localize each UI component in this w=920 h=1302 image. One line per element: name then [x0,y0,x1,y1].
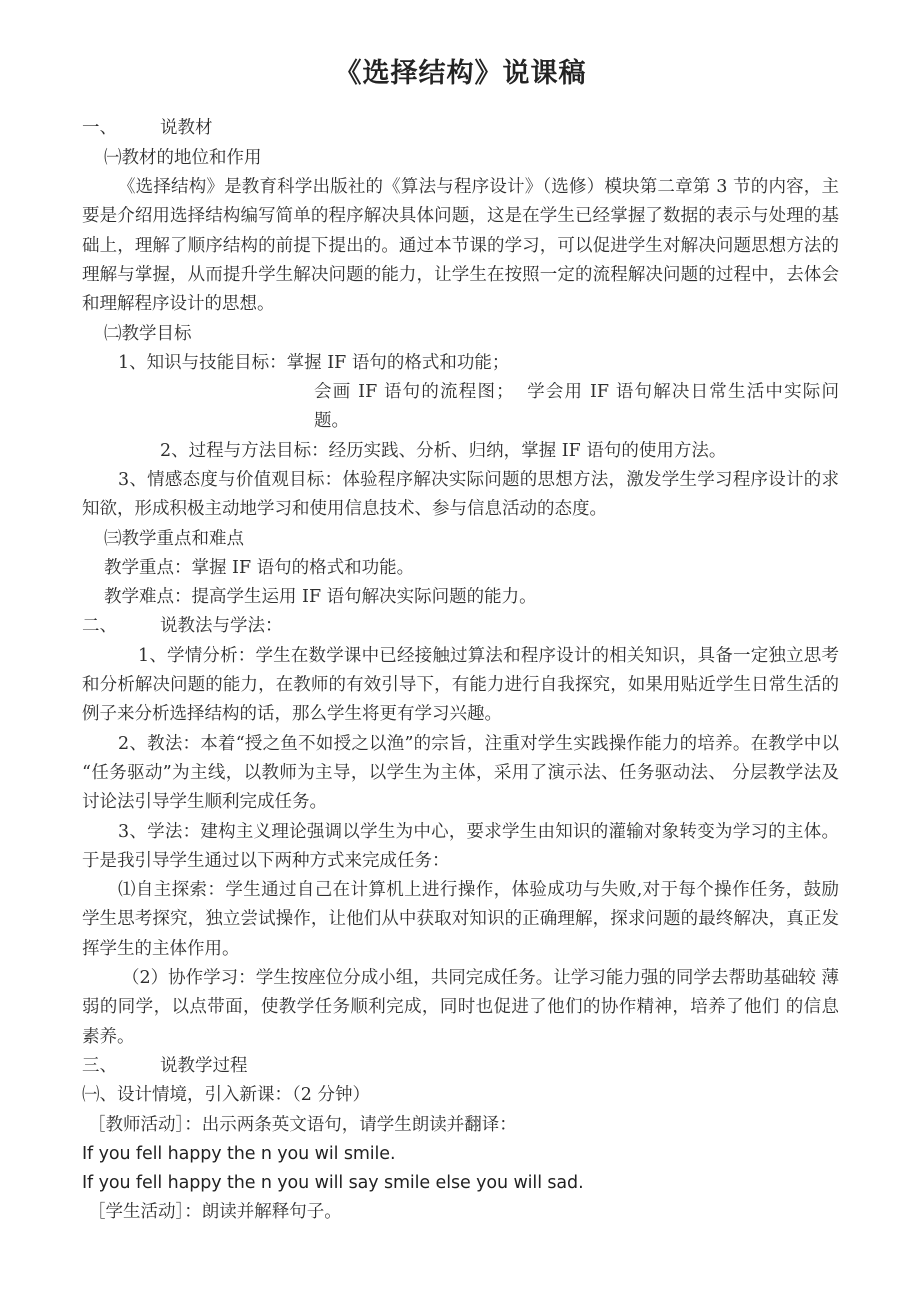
subheading-teaching-objectives: ㈡教学目标 [104,323,192,344]
teaching-difficult-point: 教学难点：提高学生运用 IF 语句解决实际问题的能力。 [104,587,537,608]
english-sentence-1: If you fell happy the n you wil smile. [82,1143,396,1164]
section-heading-2 [82,612,839,641]
item-collaborative-learning: （2）协作学习：学生按座位分成小组，共同完成任务。让学习能力强的同学去帮助基础较 薄弱的同学，以点带面，使教学任务顺利完成，同时也促进了他们的协作精神，培养了他们 的信息素养。 [82,968,839,1047]
paragraph-material-position: 《选择结构》是教育科学出版社的《算法与程序设计》（选修）模块第二章第 3 节的内容，主要是介绍用选择结构编写简单的程序解决具体问题，这是在学生已经掌握了数据的表示与处理的基础上，理解了顺序结构的前提下提出的。通过本节课的学习，可以促进学生对解决问题思想方法的理解与掌握，从而提升学生解决问题的能力，让学生在按照一定的流程解决问题的过程中，去体会和理解程序设计的思想。 [82,177,839,315]
teaching-key-point: 教学重点：掌握 IF 语句的格式和功能。 [104,557,415,578]
section-title-1: 说教材 [160,118,213,139]
section-number-3: 三、 [82,1055,117,1076]
section-number-1: 一、 [82,118,117,139]
objective-emotion-attitude: 3、情感态度与价值观目标：体验程序解决实际问题的思想方法，激发学生学习程序设计的求知欲，形成积极主动地学习和使用信息技术、参与信息活动的态度。 [82,470,839,520]
objective-process-method: 2、过程与方法目标：经历实践、分析、归纳，掌握 IF 语句的使用方法。 [160,440,727,461]
item-teaching-method: 2、教法：本着“授之鱼不如授之以渔”的宗旨，注重对学生实践操作能力的培养。在教学中以“任务驱动”为主线，以教师为主导，以学生为主体，采用了演示法、任务驱动法、 分层教学法及讨论法引导学生顺利完成任务。 [82,733,839,813]
section-title-2: 说教法与学法： [160,616,283,637]
document-body [82,56,839,1228]
teacher-activity-line: ［教师活动］：出示两条英文语句，请学生朗读并翻译： [88,1114,517,1135]
page-title: 《选择结构》说课稿 [334,58,587,89]
section-number-2: 二、 [82,616,117,637]
item-student-situation-analysis: 1、学情分析：学生在数学课中已经接触过算法和程序设计的相关知识，具备一定独立思考和分析解决问题的能力，在教师的有效引导下，有能力进行自我探究，如果用贴近学生日常生活的例子来分析选择结构的话，那么学生将更有学习兴趣。 [82,645,839,725]
objective-knowledge-skill-line1: 1、知识与技能目标：掌握 IF 语句的格式和功能； [118,352,510,373]
subheading-teaching-material-role: ㈠教材的地位和作用 [104,147,262,168]
section-heading-3 [82,1052,839,1081]
step-design-situation-heading: ㈠、设计情境，引入新课：（2 分钟） [82,1085,370,1106]
english-sentence-2: If you fell happy the n you will say smile else you will sad. [82,1173,584,1194]
section-heading-1 [82,114,839,143]
item-autonomous-exploration: ⑴自主探索：学生通过自己在计算机上进行操作，体验成功与失败,对于每个操作任务，鼓励学生思考探究，独立尝试操作，让他们从中获取对知识的正确理解，探求问题的最终解决，真正发挥学生的主体作用。 [82,880,839,959]
student-activity-line: ［学生活动］：朗读并解释句子。 [88,1202,342,1223]
objective-knowledge-skill-line2: 会画 IF 语句的流程图； 学会用 IF 语句解决日常生活中实际问题。 [314,382,839,432]
subheading-key-and-difficult-points: ㈢教学重点和难点 [104,528,244,549]
section-title-3: 说教学过程 [160,1055,248,1076]
item-learning-method: 3、学法：建构主义理论强调以学生为中心，要求学生由知识的灌输对象转变为学习的主体。于是我引导学生通过以下两种方式来完成任务： [82,821,839,871]
